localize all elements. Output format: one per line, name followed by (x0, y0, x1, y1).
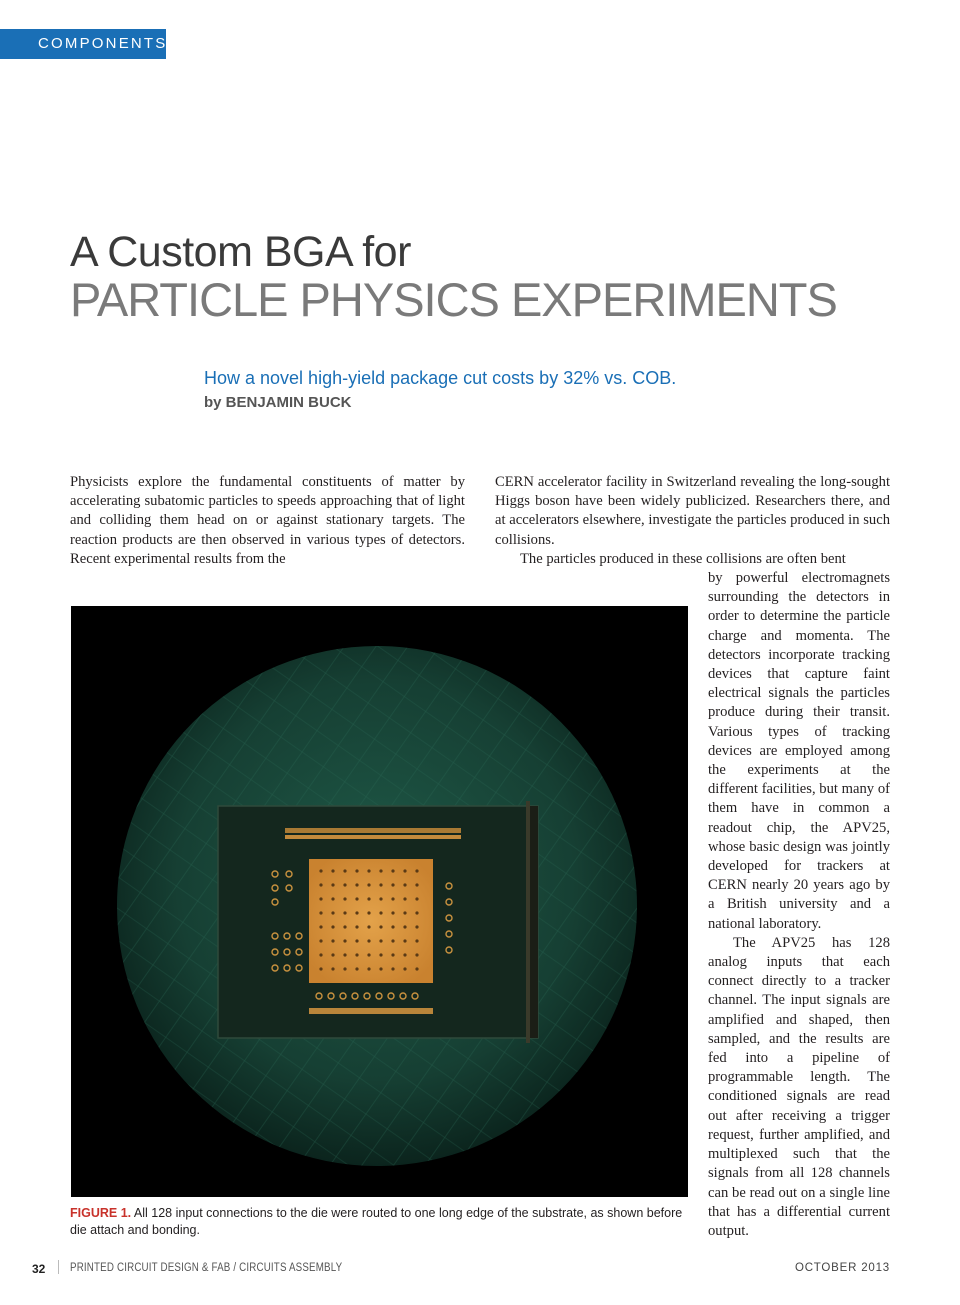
paragraph-cern: CERN accelerator facility in Switzerland revealing the long-sought Higgs boson have been widely publicized. Researchers there, and at accelerators elsewhere, investigate the particles produced in such collisions. (495, 474, 890, 548)
article-title-line1: A Custom BGA for (70, 228, 411, 276)
section-tab: COMPONENTS (0, 29, 166, 59)
figure-1-caption (70, 1205, 688, 1239)
figure-label: FIGURE 1. (70, 1206, 132, 1220)
article-byline: by BENJAMIN BUCK (204, 394, 352, 411)
bga-substrate-image (71, 606, 688, 1197)
body-column-left (70, 473, 465, 569)
caption-text: All 128 input connections to the die were routed to one long edge of the substrate, as shown before die attach and bonding. (70, 1206, 683, 1237)
footer-divider (58, 1260, 59, 1274)
paragraph-particles-rest: by powerful electromagnets surrounding the detectors in order to determine the particle charge and momenta. The detectors incorporate tracking devices that capture faint electrical signals the particles produce during their transit. Various types of tracking devices are employed among the experiments at the different facilities, but many of them have in common a readout chip, the APV25, whose basic design was jointly developed for trackers at CERN nearly 20 years ago by a British university and a national laboratory. (708, 570, 890, 932)
article-title-line2: PARTICLE PHYSICS EXPERIMENTS (70, 273, 837, 326)
page-number: 32 (32, 1262, 46, 1276)
die-pad (309, 859, 433, 983)
body-column-right-top (495, 473, 890, 569)
paragraph-particles-lead: The particles produced in these collisions are often bent (520, 550, 846, 567)
issue-date: OCTOBER 2013 (794, 1262, 890, 1274)
paragraph-apv25: The APV25 has 128 analog inputs that each connect directly to a tracker channel. The input signals are amplified and shaped, then sampled, and the results are fed into a pipeline of programmable length. The conditioned signals are read out after receiving a trigger request, further amplified, and multiplexed such that the signals from all 128 channels can be read out on a single line that has a differential current output. (708, 934, 890, 1239)
figure-1-photo (71, 606, 688, 1197)
paragraph-intro: Physicists explore the fundamental constituents of matter by accelerating subatomic particles to speeds approaching that of light and colliding them head on or against stationary targets. The reaction products are then observed in various types of detectors. Recent experimental results from the (70, 474, 465, 567)
publication-name: PRINTED CIRCUIT DESIGN & FAB / CIRCUITS ASSEMBLY (70, 1262, 343, 1274)
article-deck: How a novel high-yield package cut costs by 32% vs. COB. (204, 368, 677, 388)
body-column-right-narrow (708, 569, 890, 1241)
